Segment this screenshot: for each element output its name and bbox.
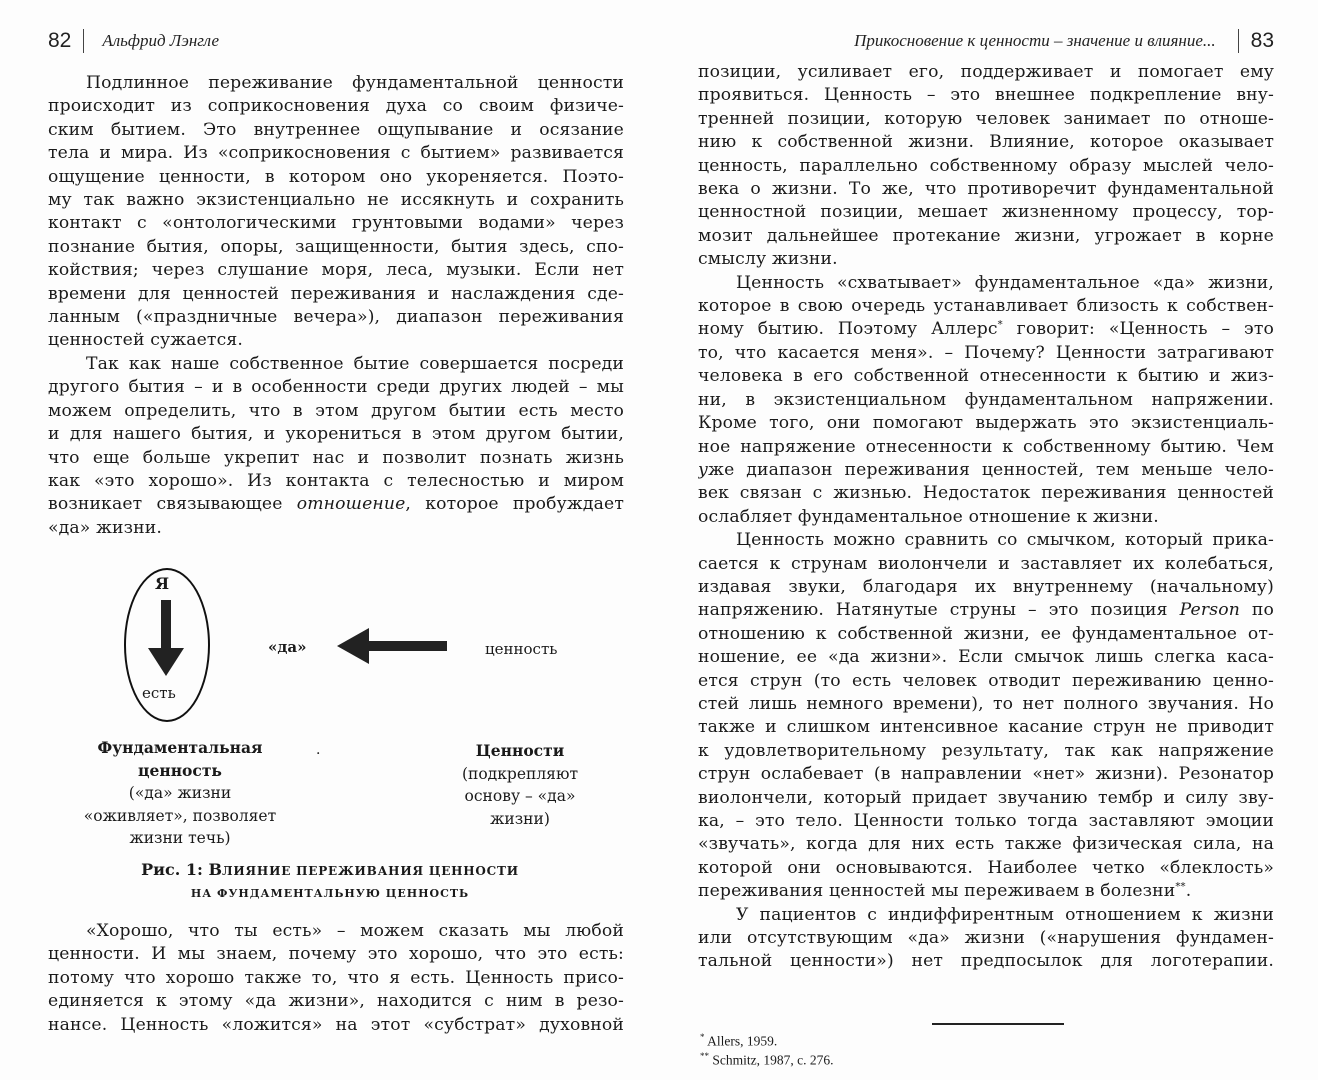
text-line: Так как наше собственное бытие совершается посреди <box>86 353 624 374</box>
text-line: и для нашего бытия, и укорениться в этом другом бытии, <box>48 424 624 445</box>
text-line: тела и мира. Из «соприкосновения с бытием» развивается <box>48 143 624 164</box>
arrow-down-icon <box>146 600 186 678</box>
text-line: ским бытием. Это внутреннее ощупывание и осязание <box>48 119 624 140</box>
caption-line: «оживляет», позволяет <box>83 806 277 825</box>
caption-line: жизни течь) <box>129 829 231 847</box>
text-line: познание бытия, опоры, защищенности, бытия здесь, спо- <box>48 236 624 257</box>
text-line: струн ослабевает (в направлении «нет» жизни). Резонатор <box>698 764 1274 785</box>
text-line: ное напряжение отнесенности к собственному бытию. Чем <box>698 436 1274 457</box>
text-span: переживания ценностей мы переживаем в болезни <box>698 881 1176 902</box>
left-body-bottom <box>48 920 624 1037</box>
page-number: 83 <box>1250 29 1274 52</box>
text-line: «Хорошо, что ты есть» – можем сказать мы любой <box>86 921 624 941</box>
figure-label-yes: «да» <box>268 638 307 656</box>
emphasis-relation: отношение <box>296 494 406 515</box>
right-page <box>660 0 1318 1080</box>
text-line: «да» жизни. <box>48 517 162 538</box>
paragraph-1 <box>698 61 1274 272</box>
text-line <box>48 493 624 516</box>
caption-line: (подкрепляют <box>461 764 579 783</box>
footnote-ref-1[interactable]: * <box>997 319 1003 331</box>
figure-title-rest: ЛИЯНИЕ ПЕРЕЖИВАНИЯ ЦЕННОСТИ <box>222 864 519 878</box>
figure-label-is: есть <box>142 684 176 702</box>
text-line: Подлинное переживание фундаментальной ценности <box>86 73 624 93</box>
footnote-2 <box>700 1049 834 1068</box>
figure-subtitle: НА ФУНДАМЕНТАЛЬНУЮ ЦЕННОСТЬ <box>190 887 470 900</box>
caption-line: основу – «да» <box>464 787 576 805</box>
caption-line: жизни) <box>490 809 550 828</box>
text-line: проявиться. Ценность – это внешнее подкрепление вну- <box>698 85 1274 106</box>
paragraph-1 <box>48 72 624 353</box>
text-line: ощущение ценности, в котором оно укореняется. Поэто- <box>48 166 624 187</box>
text-line: му так важно экзистенциально не иссякнуть и сохранить <box>48 190 624 211</box>
text-span: ному бытию. Поэтому Аллерс <box>698 319 998 340</box>
text-line: можем определить, что в этом другом бытии есть место <box>48 400 624 421</box>
text-span: . <box>1185 881 1192 902</box>
caption-fundamental-value <box>60 737 300 850</box>
footnote-mark: * <box>700 1032 705 1042</box>
right-page-header <box>854 26 1274 56</box>
text-line: ни, в экзистенциальном фундаментальном напряжении. <box>698 389 1274 410</box>
text-line: которое в свою очередь устанавливает близость к собствен- <box>698 296 1274 317</box>
text-line: ценность, параллельно собственному образу мыслей чело- <box>698 155 1274 176</box>
text-span: напряжению. Натянутые струны – это позиция <box>698 600 1180 621</box>
text-line: нию к собственной жизни. Влияние, которое оказывает <box>698 132 1274 153</box>
footnote-1 <box>700 1030 834 1049</box>
text-line: происходит из соприкосновения духа со своим физиче- <box>48 96 624 117</box>
text-line: нансе. Ценность «ложится» на этот «субстрат» духовной <box>48 1014 624 1035</box>
text-line: другого бытия – и в особенности среди других людей – мы <box>48 377 624 398</box>
caption-heading: Фундаментальная <box>97 738 263 757</box>
caption-line: («да» жизни <box>128 784 232 802</box>
text-line: мозит дальнейшее протекание жизни, угрожает в корне <box>698 225 1274 246</box>
text-line: потому что хорошо также то, что я есть. Ценность присо- <box>48 967 624 988</box>
text-line <box>698 318 1274 341</box>
text-line: века о жизни. То же, что противоречит фундаментальной <box>698 179 1274 200</box>
figure-title-prefix: Рис. 1: В <box>141 860 222 879</box>
caption-heading: Ценности <box>475 741 565 760</box>
text-span: по <box>1239 600 1274 621</box>
running-head-title: Прикосновение к ценности – значение и влияние... <box>854 31 1216 50</box>
header-divider <box>83 29 84 53</box>
figure-label-value: ценность <box>485 640 558 658</box>
text-line <box>698 880 1274 903</box>
right-body <box>698 61 1274 974</box>
text-line: век связан с жизнью. Недостаток переживания ценностей <box>698 483 1274 504</box>
text-line: что еще больше укрепит нас и позволит познать жизнь <box>48 447 624 468</box>
text-span: , которое пробуждает <box>405 494 624 515</box>
caption-heading: ценность <box>138 760 222 780</box>
text-line: стей лишь немного времени), то нет полного звучания. Но <box>698 693 1274 714</box>
figure-label-i: Я <box>155 574 170 593</box>
left-body-top <box>48 72 624 540</box>
text-line: ценностей сужается. <box>48 330 243 351</box>
text-line: позиции, усиливает его, поддерживает и помогает ему <box>698 62 1274 82</box>
text-line: У пациентов с индиффирентным отношением к жизни <box>736 904 1274 925</box>
text-line: контакт с «онтологическими грунтовыми водами» через <box>48 213 624 234</box>
text-line: койствия; через слушание моря, леса, музыки. Если нет <box>48 260 624 281</box>
text-line: Ценность можно сравнить со смычком, который прика- <box>736 530 1274 551</box>
text-span: же диапазон переживания ценностей, тем меньше чело- <box>708 459 1274 480</box>
text-line: единяется к этому «да жизни», находится с ним в резо- <box>48 991 624 1012</box>
text-line: «звучать», когда для них есть также физическая сила, на <box>698 834 1274 855</box>
text-line: издавая звуки, благодаря их внутреннему (начальному) <box>698 576 1274 597</box>
text-line: человека в его собственной отнесенности к бытию и жиз- <box>698 366 1274 387</box>
footnote-mark: ** <box>700 1050 709 1061</box>
text-line: то, что касается меня». – Почему? Ценности затрагивают <box>698 342 1274 363</box>
paragraph-4 <box>698 904 1274 974</box>
page-number: 82 <box>48 29 72 52</box>
footnote-ref-2[interactable]: ** <box>1175 881 1186 893</box>
text-line: времени для ценностей переживания и наслаждения сде- <box>48 283 624 304</box>
text-line: ка, – это тело. Ценности только тогда заставляют эмоции <box>698 811 1274 831</box>
emphasis-letter: у <box>698 459 709 480</box>
text-line: ценности. И мы знаем, почему это хорошо, что это есть: <box>48 944 624 965</box>
text-line: к удовлетворительному результату, так как напряжение <box>698 740 1274 761</box>
left-page-header <box>48 26 219 56</box>
footnote-divider <box>932 1023 1064 1025</box>
text-line: отношению к собственной жизни, ее фундаментальное от- <box>698 623 1274 644</box>
footnote-text: Allers, 1959. <box>707 1033 778 1049</box>
header-divider <box>1238 29 1239 53</box>
running-head-author: Альфрид Лэнгле <box>102 31 220 50</box>
text-span: возникает связывающее <box>48 494 297 515</box>
text-line: ценностной позиции, мешает жизненному процессу, тор- <box>698 202 1274 223</box>
text-line: ется струн (то есть человек отводит переживанию ценно- <box>698 670 1274 691</box>
paragraph-2 <box>698 272 1274 529</box>
text-line <box>698 459 1274 482</box>
text-span: говорит: «Ценность – это <box>1002 319 1274 340</box>
paragraph-2 <box>48 353 624 540</box>
footnotes <box>700 1030 834 1067</box>
text-line: или отсутствующим «да» жизни («нарушения фундамен- <box>698 928 1274 949</box>
footnote-text: Schmitz, 1987, с. 276. <box>712 1052 834 1067</box>
text-line: которой они основываются. Наиболее четко «блеклость» <box>698 857 1274 878</box>
text-line: смыслу жизни. <box>698 249 838 270</box>
text-line: как «это хорошо». Из контакта с телесностью и миром <box>48 470 624 491</box>
text-line: сается к струнам виолончели и заставляет их колебаться, <box>698 553 1274 574</box>
arrow-left-icon <box>337 626 447 666</box>
figure-1 <box>0 560 660 905</box>
text-line: тренней позиции, которую человек занимает по отноше- <box>698 108 1274 129</box>
text-line: Ценность «схватывает» фундаментальное «да» жизни, <box>736 272 1274 293</box>
text-line: тальной ценности») нет предпосылок для логотерапии. <box>698 951 1274 972</box>
figure-title <box>0 860 660 879</box>
text-line: также и слишком интенсивное касание струн не приводит <box>698 717 1274 738</box>
caption-values <box>440 740 600 830</box>
text-line <box>698 599 1274 622</box>
paragraph-3 <box>48 920 624 1037</box>
text-line: ослабляет фундаментальное отношение к жизни. <box>698 506 1159 527</box>
emphasis-person: Person <box>1179 600 1240 621</box>
paragraph-3 <box>698 529 1274 904</box>
text-line: Кроме того, они помогают выдержать это экзистенциаль- <box>698 413 1274 434</box>
text-line: ланным («праздничные вечера»), диапазон переживания <box>48 307 624 328</box>
text-line: ношение, ее «да жизни». Если смычок лишь слегка каса- <box>698 647 1274 668</box>
stray-dot: · <box>316 746 321 762</box>
text-line: виолончели, который придает звучанию тембр и силу зву- <box>698 787 1274 808</box>
